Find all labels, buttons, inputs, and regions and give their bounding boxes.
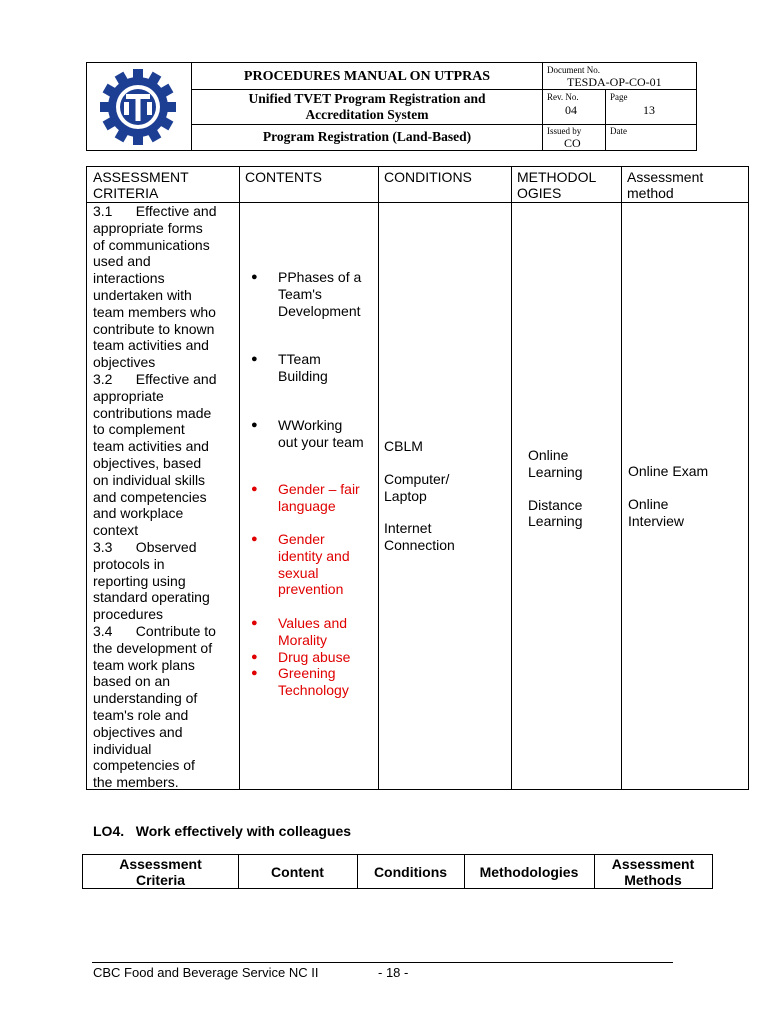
logo-cell: [87, 63, 192, 150]
content-text: [278, 481, 378, 515]
bullet-icon: ●: [251, 667, 258, 679]
content-line: Development: [278, 302, 361, 319]
criteria-line: objectives: [93, 354, 156, 371]
lo4-header-criteria-line2: Criteria: [135, 872, 186, 888]
header-assess-line1: Assessment: [627, 169, 704, 185]
content-line: Building: [278, 367, 328, 384]
criteria-line: the members.: [93, 774, 179, 791]
footer-course: CBC Food and Beverage Service NC II: [93, 965, 319, 980]
lo4-header-content: Content: [271, 864, 324, 880]
content-line: WWorking: [278, 417, 343, 433]
issued-value: CO: [564, 136, 581, 150]
assessment-cell: [628, 463, 708, 529]
condition-laptop: Laptop: [384, 487, 427, 504]
tesda-logo-icon: [96, 65, 180, 149]
criteria-line: appropriate forms: [93, 219, 203, 236]
condition-connection: Connection: [384, 537, 455, 554]
header-assess-line2: method: [627, 185, 674, 201]
content-line: Team's: [278, 285, 322, 302]
header-conditions: CONDITIONS: [384, 169, 472, 185]
bullet-icon: ●: [251, 617, 258, 629]
criteria-line: context: [93, 522, 139, 539]
criteria-line: reporting using: [93, 572, 186, 589]
manual-title: PROCEDURES MANUAL ON UTPRAS: [192, 68, 543, 92]
criteria-line: individual: [93, 740, 152, 757]
criteria-line: understanding of: [93, 690, 198, 707]
criteria-line: and competencies: [93, 488, 207, 505]
method-online: Online: [528, 447, 569, 463]
criteria-line: team's role and: [93, 706, 189, 723]
content-line: Gender: [278, 531, 325, 547]
header-contents: CONTENTS: [245, 169, 322, 185]
criteria-line: of communications: [93, 236, 210, 253]
doc-no-label: Document No.: [547, 65, 600, 75]
criteria-line: team activities and: [93, 438, 209, 455]
criteria-line: 3.4 Contribute to: [93, 622, 216, 639]
content-line: Values and: [278, 615, 348, 631]
criteria-line: contributions made: [93, 404, 212, 421]
content-line: out your team: [278, 433, 364, 450]
content-line: TTeam: [278, 351, 321, 367]
header-assessment-criteria: [93, 169, 189, 201]
criteria-line: competencies of: [93, 757, 195, 774]
criteria-line: procedures: [93, 606, 164, 623]
lo4-header-methods-line2: Methods: [624, 872, 682, 888]
document-header: [86, 62, 697, 151]
lo4-table: [82, 854, 713, 889]
doc-no: TESDA-OP-CO-01: [567, 75, 662, 89]
content-text: [278, 615, 378, 649]
system-name-line1: Unified TVET Program Registration and: [248, 91, 486, 106]
system-name: [192, 91, 543, 125]
bullet-icon: ●: [251, 353, 258, 365]
section-title: Program Registration (Land-Based): [192, 128, 543, 148]
footer-rule: [92, 962, 673, 963]
content-text: [278, 269, 378, 319]
header-methods-line2: OGIES: [517, 185, 562, 201]
criteria-line: objectives, based: [93, 454, 202, 471]
lo4-header-criteria-line1: Assessment: [119, 856, 202, 872]
lo4-header-methods: [594, 856, 712, 888]
issued-label: Issued by: [547, 126, 582, 136]
criteria-cell: [93, 203, 237, 791]
method-learning-2: Learning: [528, 513, 583, 530]
content-line: Gender – fair: [278, 481, 360, 497]
header-criteria-line2: CRITERIA: [93, 185, 159, 201]
criteria-line: interactions: [93, 270, 165, 287]
content-text: [278, 531, 378, 598]
header-methodologies: [517, 169, 596, 201]
bullet-icon: ●: [251, 271, 258, 283]
content-line: Technology: [278, 681, 349, 698]
criteria-line: team members who: [93, 303, 216, 320]
bullet-icon: ●: [251, 651, 258, 663]
criteria-line: to complement: [93, 421, 185, 438]
content-text: [278, 417, 378, 451]
content-line: sexual: [278, 564, 319, 581]
content-line: prevention: [278, 581, 344, 598]
content-line: Drug abuse: [278, 649, 351, 665]
content-text: [278, 351, 378, 385]
condition-internet: Internet: [384, 520, 432, 537]
content-line: Greening: [278, 665, 336, 681]
assessment-interview: Interview: [628, 512, 685, 529]
criteria-line: 3.2 Effective and: [93, 370, 217, 387]
header-criteria-line1: ASSESSMENT: [93, 169, 189, 185]
bullet-icon: ●: [251, 419, 258, 431]
bullet-icon: ●: [251, 533, 258, 545]
criteria-line: undertaken with: [93, 286, 192, 303]
lo4-header-methods-line1: Assessment: [611, 856, 695, 872]
competency-table: [86, 166, 749, 790]
content-line: PPhases of a: [278, 269, 362, 285]
footer-page-number: - 18 -: [378, 965, 409, 980]
content-line: Morality: [278, 631, 328, 648]
page-label: Page: [610, 92, 628, 102]
criteria-line: 3.1 Effective and: [93, 203, 217, 219]
content-text: [278, 649, 378, 666]
header-assessment-method: [627, 169, 703, 201]
rev-value: 04: [565, 103, 577, 117]
conditions-cell: [384, 438, 455, 554]
lo4-header-methodologies: Methodologies: [479, 864, 579, 880]
criteria-line: contribute to known: [93, 320, 215, 337]
assessment-online-exam: Online Exam: [628, 463, 709, 479]
date-label: Date: [610, 126, 627, 136]
contents-cell: [245, 203, 375, 783]
lo4-heading: LO4. Work effectively with colleagues: [93, 823, 352, 839]
criteria-line: appropriate: [93, 387, 164, 404]
content-line: language: [278, 497, 336, 514]
header-methods-line1: METHODOL: [517, 169, 597, 185]
lo4-header-conditions: Conditions: [373, 864, 448, 880]
system-name-line2: Accreditation System: [305, 107, 429, 122]
criteria-line: team work plans: [93, 656, 195, 673]
criteria-line: standard operating: [93, 589, 210, 606]
lo4-header-criteria: [83, 856, 238, 888]
content-line: identity and: [278, 547, 350, 564]
content-text: [278, 665, 378, 699]
criteria-line: and workplace: [93, 505, 184, 522]
criteria-line: 3.3 Observed: [93, 538, 197, 555]
rev-label: Rev. No.: [547, 92, 579, 102]
criteria-line: based on an: [93, 673, 171, 690]
criteria-line: on individual skills: [93, 471, 206, 488]
condition-computer: Computer/: [384, 470, 450, 487]
criteria-line: the development of: [93, 639, 213, 656]
criteria-line: protocols in: [93, 555, 165, 572]
criteria-line: team activities and: [93, 337, 209, 354]
method-distance: Distance: [528, 496, 583, 513]
condition-cblm: CBLM: [384, 438, 423, 454]
bullet-icon: ●: [251, 483, 258, 495]
criteria-line: objectives and: [93, 723, 183, 740]
page-value: 13: [643, 103, 655, 117]
methodologies-cell: [528, 447, 583, 530]
criteria-line: used and: [93, 253, 151, 270]
method-learning-1: Learning: [528, 463, 583, 480]
assessment-online: Online: [628, 495, 669, 512]
